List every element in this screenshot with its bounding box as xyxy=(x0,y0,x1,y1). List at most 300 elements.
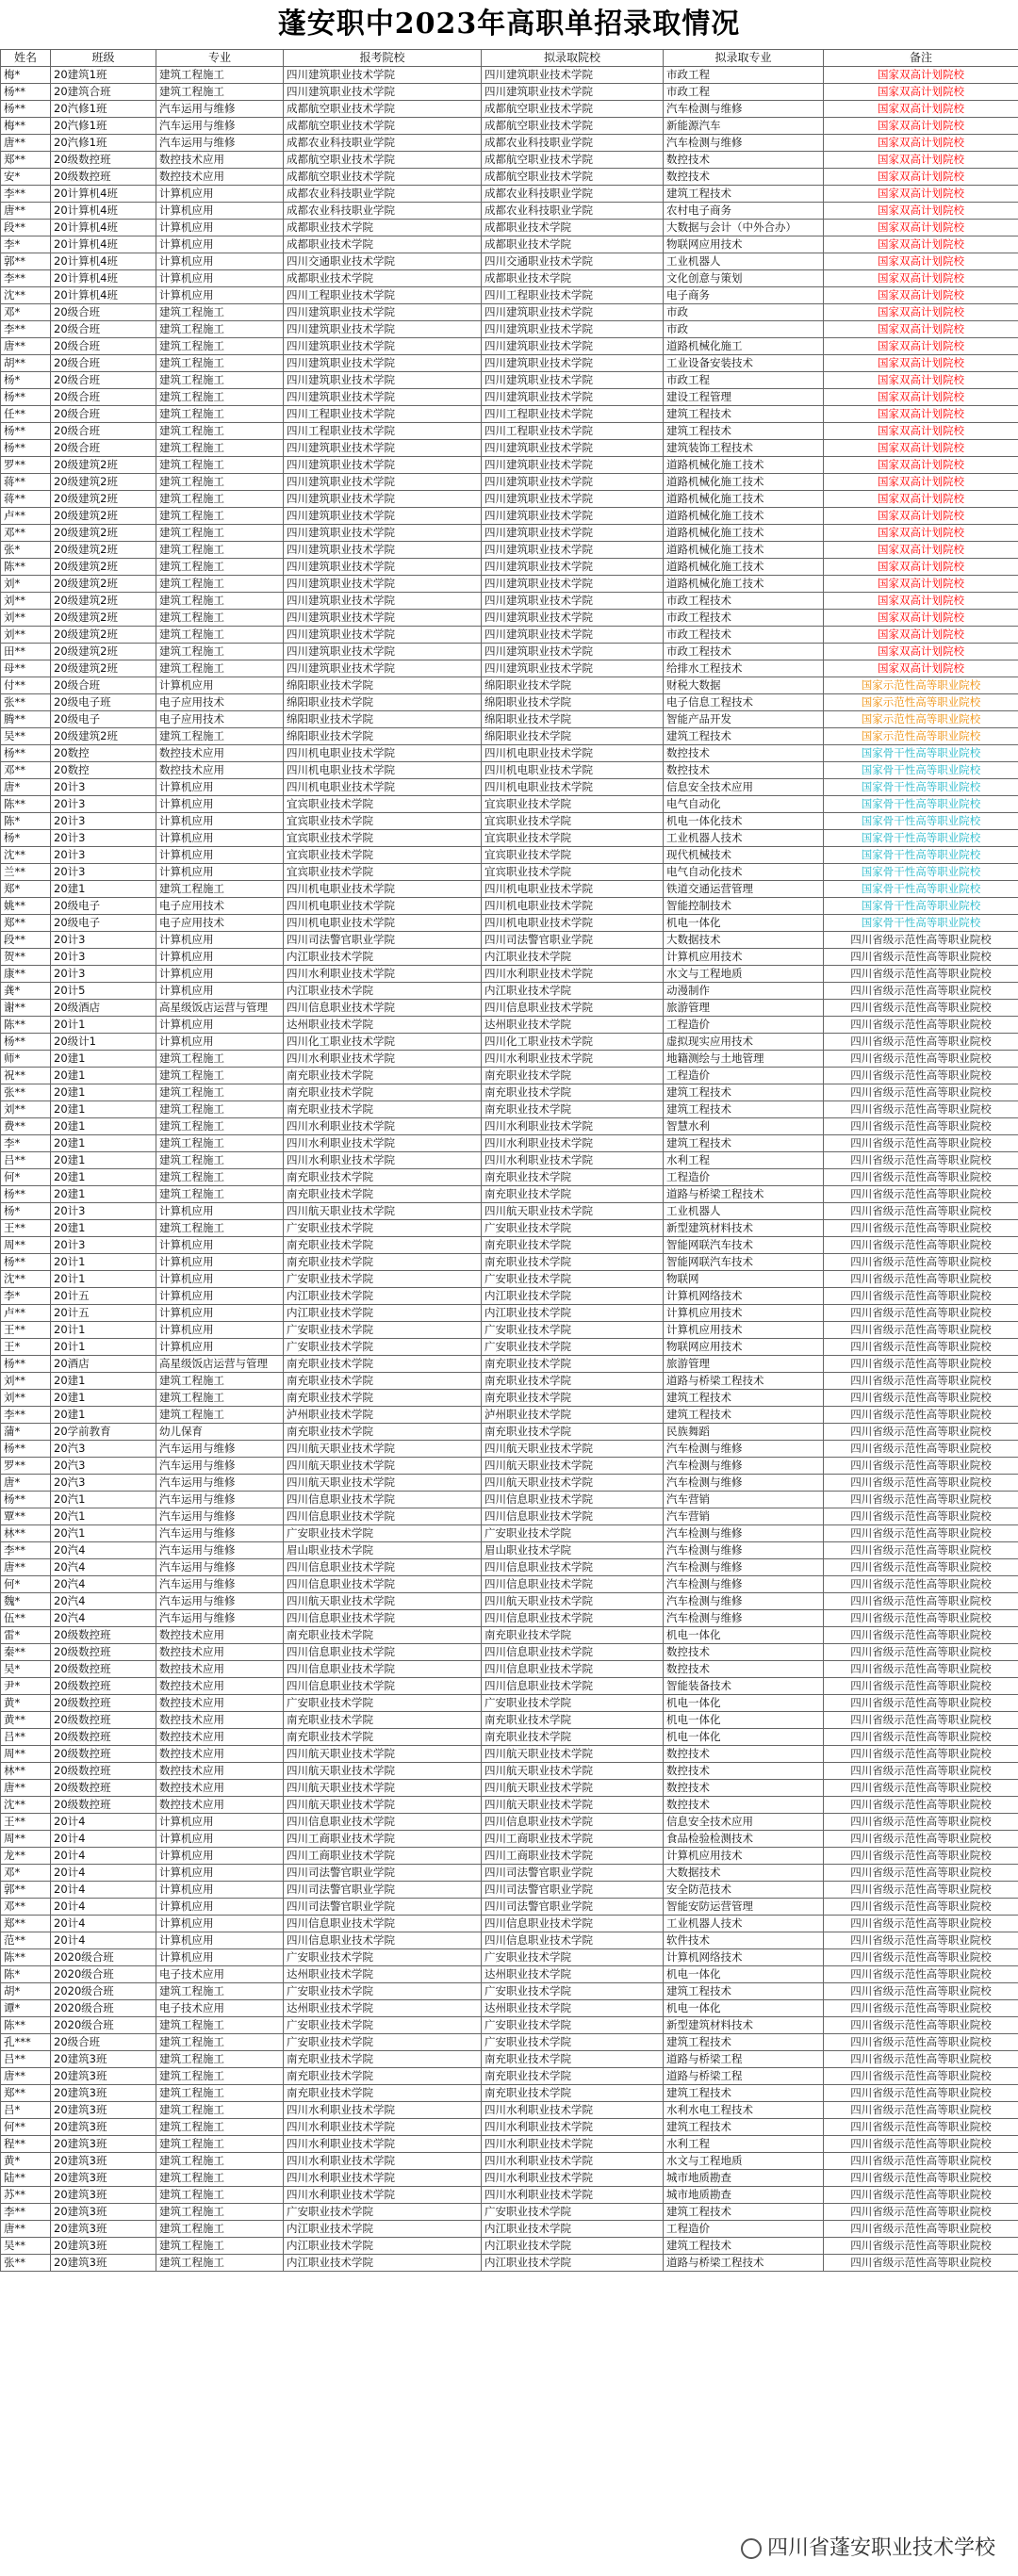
cell-name: 唐* xyxy=(1,779,51,796)
cell-admitted-major: 机电一体化 xyxy=(664,1627,824,1644)
cell-name: 刘** xyxy=(1,627,51,644)
cell-admitted-school: 四川水利职业技术学院 xyxy=(482,2187,664,2204)
cell-applied-school: 四川水利职业技术学院 xyxy=(284,2136,482,2153)
cell-class: 20级合班 xyxy=(51,423,156,440)
cell-major: 建筑工程施工 xyxy=(156,2051,284,2068)
cell-class: 20级建筑2班 xyxy=(51,728,156,745)
table-row xyxy=(1,1220,1018,1237)
cell-note: 四川省级示范性高等职业院校 xyxy=(824,1576,1018,1593)
cell-note: 国家骨干性高等职业院校 xyxy=(824,796,1018,813)
table-row xyxy=(1,796,1018,813)
cell-admitted-school: 四川机电职业技术学院 xyxy=(482,779,664,796)
cell-name: 姚** xyxy=(1,898,51,915)
cell-admitted-major: 道路机械化施工技术 xyxy=(664,525,824,542)
cell-applied-school: 成都职业技术学院 xyxy=(284,220,482,236)
cell-admitted-school: 绵阳职业技术学院 xyxy=(482,728,664,745)
cell-class: 20级数控班 xyxy=(51,1627,156,1644)
cell-class: 20级合班 xyxy=(51,389,156,406)
cell-major: 数控技术应用 xyxy=(156,1763,284,1780)
cell-applied-school: 四川建筑职业技术学院 xyxy=(284,67,482,84)
cell-name: 邓* xyxy=(1,1865,51,1882)
cell-major: 电子应用技术 xyxy=(156,915,284,932)
cell-name: 兰** xyxy=(1,864,51,881)
table-row xyxy=(1,1169,1018,1186)
cell-major: 计算机应用 xyxy=(156,983,284,1000)
cell-major: 计算机应用 xyxy=(156,1949,284,1966)
cell-note: 国家骨干性高等职业院校 xyxy=(824,864,1018,881)
table-row xyxy=(1,593,1018,610)
cell-admitted-school: 四川建筑职业技术学院 xyxy=(482,440,664,457)
cell-admitted-school: 成都航空职业技术学院 xyxy=(482,118,664,135)
cell-name: 秦** xyxy=(1,1644,51,1661)
cell-name: 杨* xyxy=(1,1203,51,1220)
cell-name: 陈* xyxy=(1,813,51,830)
cell-class: 2020级合班 xyxy=(51,2017,156,2034)
cell-admitted-major: 水利工程 xyxy=(664,1152,824,1169)
cell-applied-school: 四川司法警官职业学院 xyxy=(284,932,482,949)
cell-major: 计算机应用 xyxy=(156,1288,284,1305)
cell-class: 20酒店 xyxy=(51,1356,156,1373)
cell-name: 杨* xyxy=(1,372,51,389)
cell-note: 四川省级示范性高等职业院校 xyxy=(824,1237,1018,1254)
cell-class: 20计4 xyxy=(51,1848,156,1865)
cell-admitted-major: 市政 xyxy=(664,321,824,338)
cell-admitted-major: 新型建筑材料技术 xyxy=(664,1220,824,1237)
cell-admitted-school: 四川司法警官职业学院 xyxy=(482,1865,664,1882)
cell-name: 刘** xyxy=(1,593,51,610)
cell-name: 王** xyxy=(1,1220,51,1237)
cell-name: 杨** xyxy=(1,1356,51,1373)
table-row xyxy=(1,1644,1018,1661)
cell-applied-school: 四川信息职业技术学院 xyxy=(284,1916,482,1932)
cell-admitted-major: 建筑工程技术 xyxy=(664,2119,824,2136)
cell-major: 建筑工程施工 xyxy=(156,1118,284,1135)
cell-applied-school: 泸州职业技术学院 xyxy=(284,1407,482,1424)
cell-class: 20级数控班 xyxy=(51,1797,156,1814)
cell-admitted-major: 数控技术 xyxy=(664,745,824,762)
cell-admitted-school: 四川水利职业技术学院 xyxy=(482,1135,664,1152)
cell-applied-school: 四川建筑职业技术学院 xyxy=(284,660,482,677)
cell-admitted-school: 四川航天职业技术学院 xyxy=(482,1797,664,1814)
cell-major: 电子应用技术 xyxy=(156,898,284,915)
cell-applied-school: 四川建筑职业技术学院 xyxy=(284,474,482,491)
cell-admitted-school: 南充职业技术学院 xyxy=(482,1169,664,1186)
cell-applied-school: 宜宾职业技术学院 xyxy=(284,847,482,864)
cell-applied-school: 四川水利职业技术学院 xyxy=(284,1051,482,1068)
cell-major: 数控技术应用 xyxy=(156,1729,284,1746)
cell-major: 数控技术应用 xyxy=(156,1695,284,1712)
cell-admitted-major: 市政工程技术 xyxy=(664,593,824,610)
cell-admitted-school: 四川信息职业技术学院 xyxy=(482,1000,664,1017)
cell-name: 蒋** xyxy=(1,474,51,491)
cell-name: 腾** xyxy=(1,711,51,728)
cell-name: 杨** xyxy=(1,1186,51,1203)
table-row xyxy=(1,1763,1018,1780)
cell-class: 20汽3 xyxy=(51,1475,156,1492)
cell-class: 20建1 xyxy=(51,1152,156,1169)
cell-applied-school: 绵阳职业技术学院 xyxy=(284,694,482,711)
cell-class: 20级合班 xyxy=(51,304,156,321)
table-row xyxy=(1,1475,1018,1492)
cell-applied-school: 四川建筑职业技术学院 xyxy=(284,84,482,101)
cell-name: 吕** xyxy=(1,1729,51,1746)
cell-applied-school: 四川机电职业技术学院 xyxy=(284,915,482,932)
table-row xyxy=(1,84,1018,101)
cell-admitted-school: 四川建筑职业技术学院 xyxy=(482,576,664,593)
cell-major: 建筑工程施工 xyxy=(156,2204,284,2221)
cell-admitted-major: 城市地质勘查 xyxy=(664,2170,824,2187)
cell-admitted-major: 市政工程技术 xyxy=(664,610,824,627)
cell-major: 计算机应用 xyxy=(156,932,284,949)
cell-class: 20级建筑2班 xyxy=(51,660,156,677)
cell-admitted-school: 四川机电职业技术学院 xyxy=(482,762,664,779)
cell-admitted-major: 物联网应用技术 xyxy=(664,1339,824,1356)
cell-applied-school: 四川信息职业技术学院 xyxy=(284,1610,482,1627)
cell-note: 四川省级示范性高等职业院校 xyxy=(824,1424,1018,1441)
table-row xyxy=(1,881,1018,898)
cell-admitted-school: 南充职业技术学院 xyxy=(482,1390,664,1407)
cell-note: 四川省级示范性高等职业院校 xyxy=(824,1492,1018,1508)
cell-admitted-major: 市政工程技术 xyxy=(664,627,824,644)
cell-note: 四川省级示范性高等职业院校 xyxy=(824,2238,1018,2255)
cell-note: 国家双高计划院校 xyxy=(824,644,1018,660)
cell-note: 四川省级示范性高等职业院校 xyxy=(824,932,1018,949)
cell-admitted-major: 建设工程管理 xyxy=(664,389,824,406)
table-row xyxy=(1,2187,1018,2204)
cell-admitted-major: 财税大数据 xyxy=(664,677,824,694)
cell-admitted-major: 电子信息工程技术 xyxy=(664,694,824,711)
cell-admitted-school: 四川信息职业技术学院 xyxy=(482,1916,664,1932)
table-row xyxy=(1,508,1018,525)
cell-applied-school: 成都航空职业技术学院 xyxy=(284,152,482,169)
cell-major: 计算机应用 xyxy=(156,813,284,830)
cell-class: 20建1 xyxy=(51,881,156,898)
cell-major: 汽车运用与维修 xyxy=(156,1492,284,1508)
cell-applied-school: 达州职业技术学院 xyxy=(284,1966,482,1983)
cell-applied-school: 四川信息职业技术学院 xyxy=(284,1559,482,1576)
cell-admitted-school: 四川航天职业技术学院 xyxy=(482,1458,664,1475)
cell-applied-school: 四川机电职业技术学院 xyxy=(284,881,482,898)
cell-applied-school: 达州职业技术学院 xyxy=(284,1017,482,1034)
cell-admitted-major: 建筑工程技术 xyxy=(664,423,824,440)
cell-major: 计算机应用 xyxy=(156,1848,284,1865)
table-row xyxy=(1,728,1018,745)
cell-admitted-school: 达州职业技术学院 xyxy=(482,1017,664,1034)
cell-admitted-school: 四川建筑职业技术学院 xyxy=(482,84,664,101)
cell-admitted-school: 四川工程职业技术学院 xyxy=(482,406,664,423)
cell-major: 计算机应用 xyxy=(156,1237,284,1254)
table-row xyxy=(1,1084,1018,1101)
cell-admitted-school: 四川机电职业技术学院 xyxy=(482,745,664,762)
cell-admitted-major: 汽车检测与维修 xyxy=(664,101,824,118)
cell-admitted-school: 成都航空职业技术学院 xyxy=(482,169,664,186)
cell-admitted-major: 城市地质勘查 xyxy=(664,2187,824,2204)
cell-admitted-major: 数控技术 xyxy=(664,152,824,169)
cell-class: 20建1 xyxy=(51,1068,156,1084)
cell-note: 四川省级示范性高等职业院校 xyxy=(824,1475,1018,1492)
cell-name: 沈** xyxy=(1,1271,51,1288)
table-row xyxy=(1,1525,1018,1542)
cell-major: 计算机应用 xyxy=(156,864,284,881)
header-name: 姓名 xyxy=(1,50,51,67)
cell-name: 邓** xyxy=(1,1899,51,1916)
cell-class: 20建筑3班 xyxy=(51,2204,156,2221)
cell-note: 四川省级示范性高等职业院校 xyxy=(824,1135,1018,1152)
cell-applied-school: 四川工程职业技术学院 xyxy=(284,406,482,423)
cell-note: 四川省级示范性高等职业院校 xyxy=(824,1407,1018,1424)
cell-name: 王** xyxy=(1,1814,51,1831)
cell-admitted-school: 四川建筑职业技术学院 xyxy=(482,389,664,406)
cell-admitted-school: 四川信息职业技术学院 xyxy=(482,1508,664,1525)
header-admitted-major: 拟录取专业 xyxy=(664,50,824,67)
cell-major: 计算机应用 xyxy=(156,287,284,304)
cell-applied-school: 广安职业技术学院 xyxy=(284,2034,482,2051)
cell-major: 计算机应用 xyxy=(156,1254,284,1271)
cell-class: 20计算机4班 xyxy=(51,253,156,270)
cell-major: 计算机应用 xyxy=(156,1203,284,1220)
table-row xyxy=(1,1101,1018,1118)
cell-applied-school: 成都农业科技职业学院 xyxy=(284,135,482,152)
cell-major: 建筑工程施工 xyxy=(156,406,284,423)
cell-name: 张** xyxy=(1,2255,51,2272)
table-row xyxy=(1,1458,1018,1475)
table-row xyxy=(1,949,1018,966)
cell-note: 四川省级示范性高等职业院校 xyxy=(824,1373,1018,1390)
cell-note: 四川省级示范性高等职业院校 xyxy=(824,1356,1018,1373)
cell-class: 20级合班 xyxy=(51,372,156,389)
cell-class: 20建1 xyxy=(51,1051,156,1068)
cell-admitted-major: 汽车检测与维修 xyxy=(664,1458,824,1475)
cell-note: 四川省级示范性高等职业院校 xyxy=(824,1712,1018,1729)
cell-class: 20建筑3班 xyxy=(51,2153,156,2170)
cell-class: 20计3 xyxy=(51,932,156,949)
cell-note: 四川省级示范性高等职业院校 xyxy=(824,1525,1018,1542)
cell-class: 20计3 xyxy=(51,779,156,796)
cell-major: 数控技术应用 xyxy=(156,1746,284,1763)
cell-name: 周** xyxy=(1,1237,51,1254)
cell-admitted-school: 南充职业技术学院 xyxy=(482,1186,664,1203)
cell-applied-school: 南充职业技术学院 xyxy=(284,1729,482,1746)
cell-note: 四川省级示范性高等职业院校 xyxy=(824,1644,1018,1661)
cell-name: 杨** xyxy=(1,1492,51,1508)
cell-applied-school: 绵阳职业技术学院 xyxy=(284,711,482,728)
cell-note: 四川省级示范性高等职业院校 xyxy=(824,1152,1018,1169)
cell-admitted-major: 市政 xyxy=(664,304,824,321)
cell-admitted-major: 工程造价 xyxy=(664,1017,824,1034)
cell-note: 四川省级示范性高等职业院校 xyxy=(824,1169,1018,1186)
cell-applied-school: 四川建筑职业技术学院 xyxy=(284,576,482,593)
cell-class: 20计3 xyxy=(51,966,156,983)
header-applied-school: 报考院校 xyxy=(284,50,482,67)
cell-note: 国家双高计划院校 xyxy=(824,627,1018,644)
cell-admitted-major: 工程造价 xyxy=(664,1169,824,1186)
cell-admitted-major: 汽车检测与维修 xyxy=(664,1576,824,1593)
cell-admitted-major: 水利工程 xyxy=(664,2136,824,2153)
cell-admitted-school: 成都职业技术学院 xyxy=(482,236,664,253)
cell-note: 四川省级示范性高等职业院校 xyxy=(824,1932,1018,1949)
cell-admitted-school: 达州职业技术学院 xyxy=(482,2000,664,2017)
cell-major: 计算机应用 xyxy=(156,1831,284,1848)
cell-note: 四川省级示范性高等职业院校 xyxy=(824,1627,1018,1644)
cell-note: 四川省级示范性高等职业院校 xyxy=(824,2204,1018,2221)
cell-class: 20汽4 xyxy=(51,1559,156,1576)
cell-name: 黄* xyxy=(1,2153,51,2170)
cell-admitted-school: 四川工商职业技术学院 xyxy=(482,1831,664,1848)
cell-note: 四川省级示范性高等职业院校 xyxy=(824,1084,1018,1101)
cell-name: 郑** xyxy=(1,1916,51,1932)
cell-admitted-school: 成都职业技术学院 xyxy=(482,270,664,287)
cell-applied-school: 四川建筑职业技术学院 xyxy=(284,593,482,610)
cell-admitted-major: 电气自动化技术 xyxy=(664,864,824,881)
cell-applied-school: 四川工商职业技术学院 xyxy=(284,1831,482,1848)
cell-applied-school: 内江职业技术学院 xyxy=(284,1288,482,1305)
cell-major: 建筑工程施工 xyxy=(156,1390,284,1407)
cell-applied-school: 南充职业技术学院 xyxy=(284,1237,482,1254)
cell-admitted-major: 旅游管理 xyxy=(664,1000,824,1017)
cell-major: 计算机应用 xyxy=(156,1814,284,1831)
cell-note: 四川省级示范性高等职业院校 xyxy=(824,1186,1018,1203)
cell-note: 四川省级示范性高等职业院校 xyxy=(824,2085,1018,2102)
cell-admitted-school: 四川机电职业技术学院 xyxy=(482,898,664,915)
cell-admitted-major: 智能安防运营管理 xyxy=(664,1899,824,1916)
cell-major: 建筑工程施工 xyxy=(156,423,284,440)
cell-major: 电子应用技术 xyxy=(156,694,284,711)
cell-admitted-major: 食品检验检测技术 xyxy=(664,1831,824,1848)
cell-applied-school: 四川机电职业技术学院 xyxy=(284,898,482,915)
cell-applied-school: 四川航天职业技术学院 xyxy=(284,1746,482,1763)
cell-class: 20级建筑2班 xyxy=(51,542,156,559)
cell-applied-school: 达州职业技术学院 xyxy=(284,2000,482,2017)
cell-class: 20级数控班 xyxy=(51,1644,156,1661)
table-row xyxy=(1,1593,1018,1610)
table-row xyxy=(1,474,1018,491)
table-row xyxy=(1,745,1018,762)
cell-name: 杨** xyxy=(1,389,51,406)
cell-admitted-school: 四川司法警官职业学院 xyxy=(482,1899,664,1916)
cell-note: 四川省级示范性高等职业院校 xyxy=(824,1339,1018,1356)
cell-class: 20级合班 xyxy=(51,677,156,694)
cell-major: 计算机应用 xyxy=(156,1271,284,1288)
cell-major: 计算机应用 xyxy=(156,236,284,253)
cell-admitted-school: 四川建筑职业技术学院 xyxy=(482,67,664,84)
table-row xyxy=(1,372,1018,389)
table-row xyxy=(1,1559,1018,1576)
cell-class: 20级数控班 xyxy=(51,1678,156,1695)
cell-class: 20建筑3班 xyxy=(51,2068,156,2085)
cell-note: 国家骨干性高等职业院校 xyxy=(824,762,1018,779)
cell-major: 汽车运用与维修 xyxy=(156,135,284,152)
cell-class: 20计算机4班 xyxy=(51,236,156,253)
cell-admitted-school: 广安职业技术学院 xyxy=(482,1695,664,1712)
cell-major: 计算机应用 xyxy=(156,677,284,694)
cell-note: 四川省级示范性高等职业院校 xyxy=(824,2170,1018,2187)
cell-major: 计算机应用 xyxy=(156,796,284,813)
cell-admitted-major: 汽车检测与维修 xyxy=(664,1475,824,1492)
cell-note: 四川省级示范性高等职业院校 xyxy=(824,949,1018,966)
cell-name: 周** xyxy=(1,1746,51,1763)
cell-name: 雷* xyxy=(1,1627,51,1644)
cell-admitted-major: 机电一体化 xyxy=(664,1729,824,1746)
cell-note: 国家示范性高等职业院校 xyxy=(824,711,1018,728)
cell-note: 国家骨干性高等职业院校 xyxy=(824,830,1018,847)
cell-admitted-school: 南充职业技术学院 xyxy=(482,2085,664,2102)
cell-note: 四川省级示范性高等职业院校 xyxy=(824,2119,1018,2136)
cell-admitted-major: 建筑工程技术 xyxy=(664,1407,824,1424)
table-row xyxy=(1,1271,1018,1288)
cell-admitted-major: 计算机网络技术 xyxy=(664,1949,824,1966)
table-row xyxy=(1,576,1018,593)
cell-admitted-major: 智能产品开发 xyxy=(664,711,824,728)
cell-class: 20级数控班 xyxy=(51,1746,156,1763)
cell-applied-school: 四川建筑职业技术学院 xyxy=(284,321,482,338)
cell-class: 2020级合班 xyxy=(51,1983,156,2000)
cell-name: 费** xyxy=(1,1118,51,1135)
cell-name: 邓* xyxy=(1,304,51,321)
cell-admitted-major: 建筑工程技术 xyxy=(664,2034,824,2051)
cell-name: 谢** xyxy=(1,1000,51,1017)
cell-name: 李* xyxy=(1,236,51,253)
cell-class: 20建1 xyxy=(51,1135,156,1152)
cell-name: 杨** xyxy=(1,423,51,440)
cell-major: 建筑工程施工 xyxy=(156,559,284,576)
cell-applied-school: 宜宾职业技术学院 xyxy=(284,813,482,830)
table-row xyxy=(1,542,1018,559)
cell-admitted-school: 宜宾职业技术学院 xyxy=(482,830,664,847)
cell-applied-school: 成都职业技术学院 xyxy=(284,236,482,253)
table-row xyxy=(1,915,1018,932)
cell-admitted-major: 机电一体化 xyxy=(664,1966,824,1983)
cell-applied-school: 四川机电职业技术学院 xyxy=(284,762,482,779)
cell-major: 建筑工程施工 xyxy=(156,728,284,745)
cell-name: 陈* xyxy=(1,1966,51,1983)
cell-name: 吴** xyxy=(1,728,51,745)
cell-class: 20汽3 xyxy=(51,1441,156,1458)
cell-name: 何** xyxy=(1,2119,51,2136)
cell-class: 20建筑3班 xyxy=(51,2187,156,2204)
cell-applied-school: 四川航天职业技术学院 xyxy=(284,1797,482,1814)
cell-major: 数控技术应用 xyxy=(156,1797,284,1814)
cell-admitted-school: 四川信息职业技术学院 xyxy=(482,1559,664,1576)
table-row xyxy=(1,694,1018,711)
cell-admitted-major: 建筑工程技术 xyxy=(664,2085,824,2102)
wechat-icon xyxy=(741,2538,762,2559)
cell-name: 罗** xyxy=(1,1458,51,1475)
cell-name: 杨** xyxy=(1,1441,51,1458)
cell-note: 国家双高计划院校 xyxy=(824,84,1018,101)
cell-admitted-major: 计算机应用技术 xyxy=(664,1848,824,1865)
table-row xyxy=(1,1576,1018,1593)
cell-admitted-school: 绵阳职业技术学院 xyxy=(482,677,664,694)
table-row xyxy=(1,1932,1018,1949)
page-title: 蓬安职中2023年高职单招录取情况 xyxy=(277,8,741,41)
cell-note: 四川省级示范性高等职业院校 xyxy=(824,1797,1018,1814)
cell-applied-school: 四川水利职业技术学院 xyxy=(284,2187,482,2204)
table-row xyxy=(1,2000,1018,2017)
cell-major: 数控技术应用 xyxy=(156,1627,284,1644)
cell-class: 20汽4 xyxy=(51,1610,156,1627)
cell-note: 国家双高计划院校 xyxy=(824,287,1018,304)
table-row xyxy=(1,2170,1018,2187)
cell-note: 国家双高计划院校 xyxy=(824,253,1018,270)
cell-applied-school: 四川信息职业技术学院 xyxy=(284,1576,482,1593)
cell-name: 吴** xyxy=(1,2238,51,2255)
cell-class: 20计算机4班 xyxy=(51,270,156,287)
cell-major: 汽车运用与维修 xyxy=(156,1542,284,1559)
table-row xyxy=(1,1135,1018,1152)
cell-admitted-major: 数控技术 xyxy=(664,1644,824,1661)
cell-name: 陈** xyxy=(1,1949,51,1966)
cell-class: 20级合班 xyxy=(51,406,156,423)
